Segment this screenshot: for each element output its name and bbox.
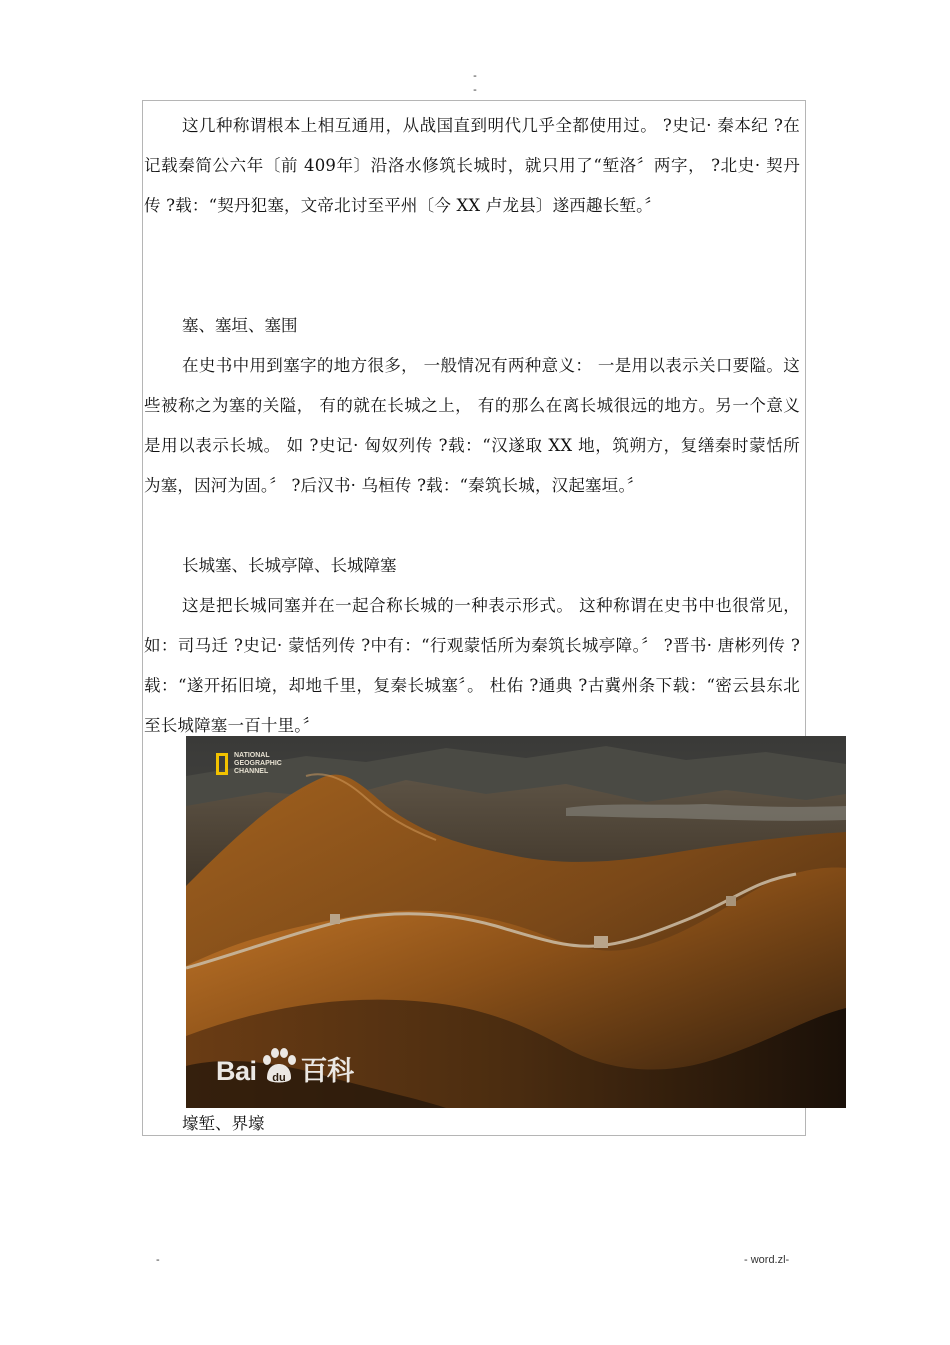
section-heading-haoqian: 壕堑、界壕 <box>182 1114 265 1133</box>
great-wall-photo <box>186 736 846 1108</box>
section-heading-changcheng-sai: 长城塞、长城亭障、长城障塞 <box>182 556 397 575</box>
paragraph-sai-meaning <box>144 346 800 506</box>
paw-print-icon <box>259 1048 299 1086</box>
yellow-frame-icon <box>216 753 228 775</box>
national-geographic-logo <box>216 752 300 776</box>
header-dash-top: - <box>473 70 477 82</box>
ng-channel-text: NATIONAL GEOGRAPHIC CHANNEL <box>234 752 282 775</box>
baidu-text-baike: 百科 <box>300 1056 354 1086</box>
baidu-baike-watermark <box>216 1048 354 1086</box>
header-dash-bottom: - <box>473 84 477 96</box>
paragraph-text: 这几种称谓根本上相互通用，从战国直到明代几乎全都使用过。 ?史记· 秦本纪 ?在记载秦简公六年〔前 409年〕沿洛水修筑长城时，就只用了“堑洛〞两字， ?北史· 契丹传 ?载：“契丹犯塞，文帝北讨至平州〔今 XX 卢龙县〕遂西趣长堑。〞 <box>144 116 800 215</box>
baidu-text-bai: Bai <box>216 1056 257 1086</box>
footer-left-dash: - <box>156 1254 160 1266</box>
paragraph-text: 这是把长城同塞并在一起合称长城的一种表示形式。 这种称谓在史书中也很常见，如：司马迁 ?史记· 蒙恬列传 ?中有：“行观蒙恬所为秦筑长城亭障。〞 ?晋书· 唐彬列传 ?载：“遂开拓旧境，却地千里，复秦长城塞〞。 杜佑 ?通典 ?古冀州条下载：“密云县东北至长城障塞一百十里。〞 <box>144 596 800 735</box>
paragraph-terms-usage <box>144 106 800 226</box>
paw-du-text: du <box>271 1072 286 1084</box>
footer-source-label: - word.zl- <box>744 1254 790 1266</box>
paragraph-text: 在史书中用到塞字的地方很多， 一般情况有两种意义： 一是用以表示关口要隘。这些被称之为塞的关隘， 有的就在长城之上， 有的那么在离长城很远的地方。另一个意义是用以表示长城。 如 ?史记· 匈奴列传 ?载：“汉遂取 XX 地，筑朔方，复缮秦时蒙恬所为塞，因河为固。〞 ?后汉书· 乌桓传 ?载：“秦筑长城，汉起塞垣。〞 <box>144 356 800 495</box>
paragraph-changcheng-sai <box>144 586 800 746</box>
section-heading-sai: 塞、塞垣、塞围 <box>182 316 298 335</box>
